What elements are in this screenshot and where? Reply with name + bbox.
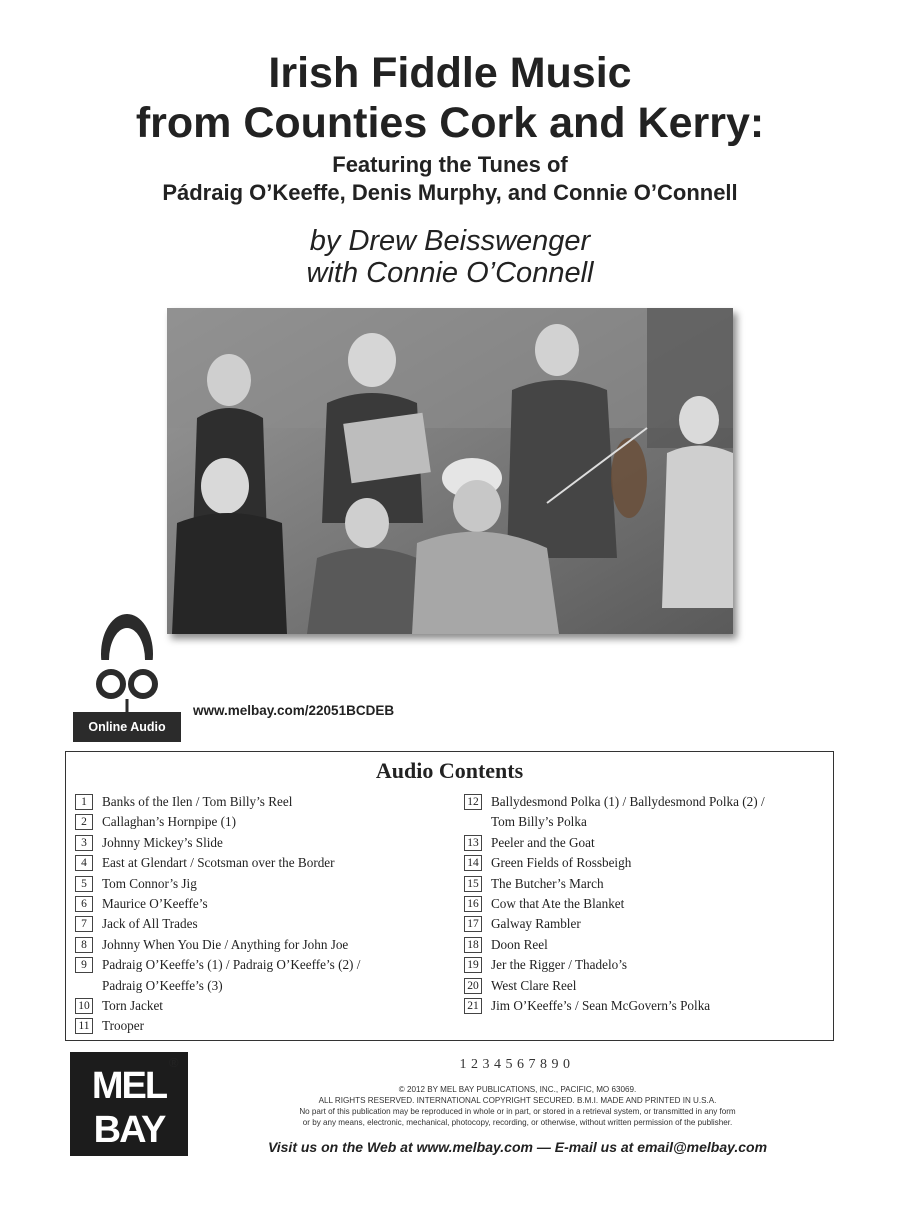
copyright-line-4: or by any means, electronic, mechanical, photocopy, recording, or otherwise, without written permission of the publisher. — [302, 1118, 733, 1127]
track-number: 2 — [75, 814, 93, 830]
track-number: 13 — [464, 835, 482, 851]
copyright-line-3: No part of this publication may be reproduced in whole or in part, or stored in a retrieval system, or transmitted in any form — [299, 1107, 736, 1116]
track-item — [75, 853, 460, 873]
logo-text-bay: BAY — [93, 1109, 165, 1151]
book-title-line-2: from Counties Cork and Kerry: — [135, 99, 765, 147]
book-subtitle-line-1: Featuring the Tunes of — [332, 152, 568, 177]
track-title: Ballydesmond Polka (1) / Ballydesmond Polka (2) / Tom Billy’s Polka — [491, 794, 765, 830]
track-item — [75, 935, 460, 955]
track-list-left — [75, 792, 460, 1037]
track-number: 12 — [464, 794, 482, 810]
track-number: 21 — [464, 998, 482, 1014]
track-item — [75, 874, 460, 894]
track-item — [464, 874, 829, 894]
track-title: Peeler and the Goat — [491, 834, 595, 850]
track-title: Tom Connor’s Jig — [102, 875, 197, 891]
track-number: 10 — [75, 998, 93, 1014]
track-number: 5 — [75, 876, 93, 892]
track-item — [464, 935, 829, 955]
track-title: The Butcher’s March — [491, 875, 604, 891]
track-title: Trooper — [102, 1018, 145, 1034]
logo-text-mel: MEL — [91, 1065, 167, 1107]
audio-contents-heading: Audio Contents — [375, 758, 524, 783]
track-item — [75, 914, 460, 934]
track-title: Banks of the Ilen / Tom Billy’s Reel — [102, 794, 293, 809]
copyright-line-1: © 2012 BY MEL BAY PUBLICATIONS, INC., PACIFIC, MO 63069. — [398, 1085, 637, 1094]
web-contact-line: Visit us on the Web at www.melbay.com — E-mail us at email@melbay.com — [267, 1139, 768, 1155]
track-title: Maurice O’Keeffe’s — [102, 896, 208, 912]
track-number: 8 — [75, 937, 93, 953]
print-line: 1 2 3 4 5 6 7 8 9 0 — [459, 1057, 571, 1072]
track-item — [464, 976, 829, 996]
track-title: Cow that Ate the Blanket — [491, 896, 625, 912]
track-title: Jim O’Keeffe’s / Sean McGovern’s Polka — [491, 998, 711, 1014]
track-number: 11 — [75, 1018, 93, 1034]
track-title: West Clare Reel — [491, 977, 577, 993]
track-item — [75, 812, 460, 832]
track-title: Jer the Rigger / Thadelo’s — [491, 957, 627, 973]
track-number: 15 — [464, 876, 482, 892]
track-item — [464, 853, 829, 873]
author-line: by Drew Beisswenger — [309, 225, 591, 257]
track-item — [75, 955, 460, 996]
book-subtitle-line-2: Pádraig O’Keeffe, Denis Murphy, and Connie O’Connell — [162, 180, 738, 205]
track-number: 1 — [75, 794, 93, 810]
online-audio-url[interactable]: www.melbay.com/22051BCDEB — [193, 703, 395, 718]
coauthor-line: with Connie O’Connell — [306, 257, 594, 289]
track-item — [75, 996, 460, 1016]
track-item — [464, 996, 829, 1016]
track-item — [75, 1016, 460, 1036]
track-number: 9 — [75, 957, 93, 973]
track-title: Johnny Mickey’s Slide — [102, 834, 223, 850]
track-title: Callaghan’s Hornpipe (1) — [102, 814, 237, 830]
track-item — [75, 894, 460, 914]
track-number: 17 — [464, 916, 482, 932]
track-number: 3 — [75, 835, 93, 851]
online-audio-label: Online Audio — [73, 712, 181, 742]
track-item — [464, 833, 829, 853]
track-list-right — [464, 792, 829, 1016]
track-number: 4 — [75, 855, 93, 871]
track-number: 16 — [464, 896, 482, 912]
track-item — [464, 914, 829, 934]
track-item — [75, 833, 460, 853]
book-title-line-1: Irish Fiddle Music — [268, 49, 632, 97]
track-item — [464, 792, 829, 833]
copyright-line-2: ALL RIGHTS RESERVED. INTERNATIONAL COPYRIGHT SECURED. B.M.I. MADE AND PRINTED IN U.S.A. — [318, 1096, 717, 1105]
track-item — [75, 792, 460, 812]
track-number: 6 — [75, 896, 93, 912]
track-title: Padraig O’Keeffe’s (1) / Padraig O’Keeffe’s (2) / Padraig O’Keeffe’s (3) — [102, 957, 361, 993]
track-title: Johnny When You Die / Anything for John Joe — [102, 936, 349, 952]
track-title: Jack of All Trades — [102, 916, 198, 932]
track-title: Galway Rambler — [491, 916, 581, 932]
cover-photo-musicians — [167, 308, 733, 634]
track-title: Green Fields of Rossbeigh — [491, 855, 632, 871]
track-number: 7 — [75, 916, 93, 932]
track-title: Doon Reel — [491, 936, 548, 952]
registered-mark: ® — [169, 1055, 179, 1070]
track-number: 19 — [464, 957, 482, 973]
track-number: 18 — [464, 937, 482, 953]
track-number: 14 — [464, 855, 482, 871]
track-title: Torn Jacket — [102, 998, 163, 1014]
track-item — [464, 955, 829, 975]
track-number: 20 — [464, 978, 482, 994]
track-item — [464, 894, 829, 914]
track-title: East at Glendart / Scotsman over the Border — [102, 855, 335, 871]
audio-contents-box — [65, 751, 834, 1041]
